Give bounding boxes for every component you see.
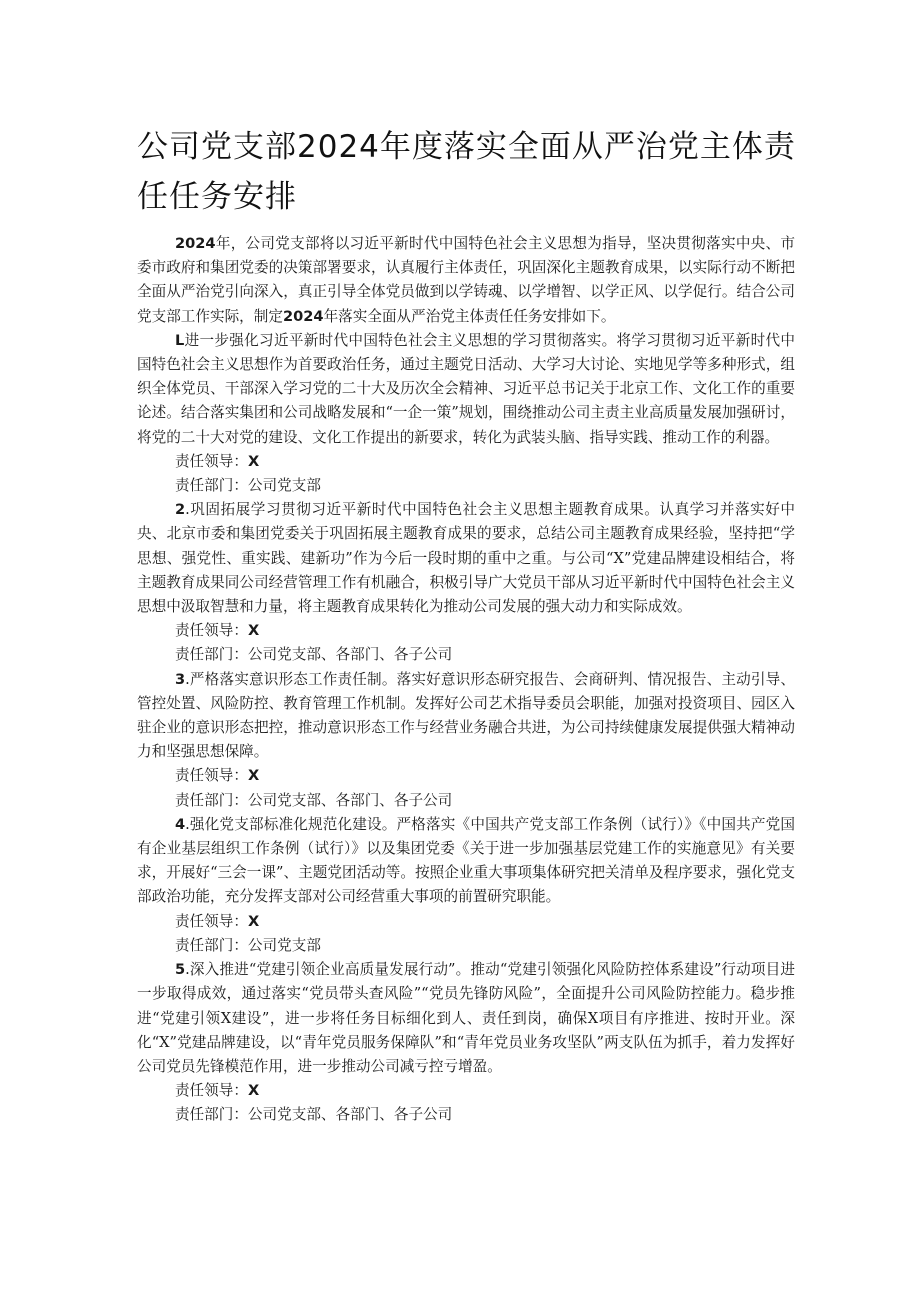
item-leader bbox=[137, 450, 795, 474]
item-paragraph bbox=[137, 958, 795, 1079]
intro-text-2: 年落实全面从严治党主体责任任务安排如下。 bbox=[323, 307, 616, 325]
item-paragraph bbox=[137, 329, 795, 450]
dept-value: 公司党支部、各部门、各子公司 bbox=[247, 791, 453, 809]
intro-year-2: 2024 bbox=[282, 307, 324, 325]
leader-value: X bbox=[247, 1082, 260, 1100]
intro-text: 年，公司党支部将以习近平新时代中国特色社会主义思想为指导，坚决贯彻落实中央、市委市政府和集团党委的决策部署要求，认真履行主体责任，巩固深化主题教育成果，以实际行动不断把全面从严治党引向深入，真正引导全体党员做到以学铸魂、以学增智、以学正风、以学促行。结合公司党支部工作实际，制定 bbox=[137, 235, 795, 325]
item-dept bbox=[137, 474, 795, 498]
item-number: 5 bbox=[174, 961, 186, 979]
intro-paragraph bbox=[137, 232, 795, 329]
leader-label: 责任领导： bbox=[174, 622, 248, 640]
document-title: 公司党支部2024年度落实全面从严治党主体责任任务安排 bbox=[137, 129, 796, 215]
item-paragraph bbox=[137, 498, 795, 619]
dept-label: 责任部门： bbox=[174, 646, 248, 664]
item-paragraph bbox=[137, 813, 795, 910]
dept-label: 责任部门： bbox=[174, 1106, 248, 1124]
item-number: 4 bbox=[174, 815, 186, 833]
dept-label: 责任部门： bbox=[174, 477, 248, 495]
leader-label: 责任领导： bbox=[174, 452, 248, 470]
item-text: .深入推进“党建引领企业高质量发展行动”。推动“党建引领强化风险防控体系建设”行动项目进一步取得成效，通过落实“党员带头查风险”“党员先锋防风险”，全面提升公司风险防控能力。稳步推进“党建引领X建设”，进一步将任务目标细化到人、责任到岗，确保X项目有序推进、按时开业。深化“X”党建品牌建设，以“青年党员服务保障队”和“青年党员业务攻坚队”两支队伍为抓手，着力发挥好公司党员先锋模范作用，进一步推动公司减亏控亏增盈。 bbox=[137, 961, 795, 1075]
item-dept bbox=[137, 1103, 795, 1127]
leader-label: 责任领导： bbox=[174, 912, 248, 930]
intro-year: 2024 bbox=[174, 235, 216, 252]
leader-label: 责任领导： bbox=[174, 1082, 248, 1100]
item-number: 3 bbox=[174, 670, 186, 688]
item-leader bbox=[137, 910, 795, 934]
leader-value: X bbox=[247, 912, 260, 930]
dept-value: 公司党支部 bbox=[247, 477, 321, 495]
dept-value: 公司党支部 bbox=[247, 936, 321, 954]
item-dept bbox=[137, 643, 795, 667]
item-text: 进一步强化习近平新时代中国特色社会主义思想的学习贯彻落实。将学习贯彻习近平新时代中国特色社会主义思想作为首要政治任务，通过主题党日活动、大学习大讨论、实地见学等多种形式，组织全体党员、干部深入学习党的二十大及历次全会精神、习近平总书记关于北京工作、文化工作的重要论述。结合落实集团和公司战略发展和“一企一策”规划，围绕推动公司主责主业高质量发展加强研讨，将党的二十大对党的建设、文化工作提出的新要求，转化为武装头脑、指导实践、推动工作的利器。 bbox=[137, 331, 795, 446]
item-text: .巩固拓展学习贯彻习近平新时代中国特色社会主义思想主题教育成果。认真学习并落实好中央、北京市委和集团党委关于巩固拓展主题教育成果的要求，总结公司主题教育成果经验，坚持把“学思想、强党性、重实践、建新功”作为今后一段时期的重中之重。与公司“X”党建品牌建设相结合，将主题教育成果同公司经营管理工作有机融合，积极引导广大党员干部从习近平新时代中国特色社会主义思想中汲取智慧和力量，将主题教育成果转化为推动公司发展的强大动力和实际成效。 bbox=[137, 501, 795, 616]
item-number: L bbox=[174, 331, 185, 349]
leader-value: X bbox=[247, 452, 260, 470]
document-body bbox=[137, 232, 795, 1128]
item-text: .强化党支部标准化规范化建设。严格落实《中国共产党支部工作条例（试行）》《中国共产党国有企业基层组织工作条例（试行）》以及集团党委《关于进一步加强基层党建工作的实施意见》有关要求，开展好“三会一课”、主题党团活动等。按照企业重大事项集体研究把关清单及程序要求，强化党支部政治功能，充分发挥支部对公司经营重大事项的前置研究职能。 bbox=[137, 815, 795, 906]
dept-label: 责任部门： bbox=[174, 936, 248, 954]
item-dept bbox=[137, 789, 795, 813]
dept-label: 责任部门： bbox=[174, 791, 248, 809]
leader-value: X bbox=[247, 622, 260, 640]
item-paragraph bbox=[137, 668, 795, 765]
item-leader bbox=[137, 1079, 795, 1103]
leader-label: 责任领导： bbox=[174, 767, 248, 785]
leader-value: X bbox=[247, 767, 260, 785]
item-leader bbox=[137, 619, 795, 643]
item-dept bbox=[137, 934, 795, 958]
item-text: .严格落实意识形态工作责任制。落实好意识形态研究报告、会商研判、情况报告、主动引导、管控处置、风险防控、教育管理工作机制。发挥好公司艺术指导委员会职能，加强对投资项目、园区入驻企业的意识形态把控，推动意识形态工作与经营业务融合共进，为公司持续健康发展提供强大精神动力和坚强思想保障。 bbox=[137, 670, 795, 761]
item-leader bbox=[137, 764, 795, 788]
dept-value: 公司党支部、各部门、各子公司 bbox=[247, 1106, 453, 1124]
dept-value: 公司党支部、各部门、各子公司 bbox=[247, 646, 453, 664]
item-number: 2 bbox=[174, 501, 186, 519]
